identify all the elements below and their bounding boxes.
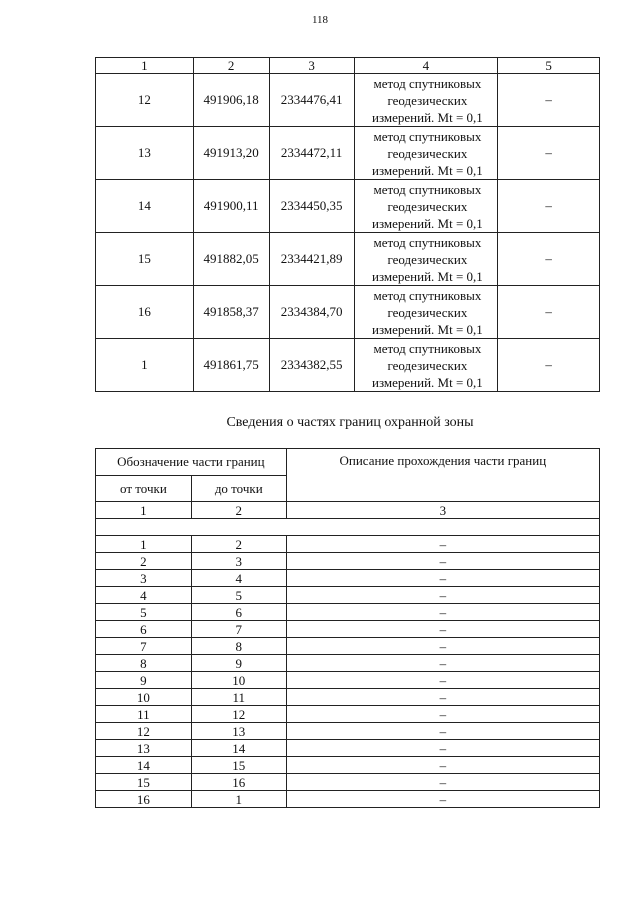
parts-to-cell: 4 xyxy=(191,570,286,587)
parts-from-cell: 10 xyxy=(96,689,192,706)
coord-note-cell: – xyxy=(498,127,600,180)
coord-col-number: 2 xyxy=(193,58,269,74)
coord-note-cell: – xyxy=(498,339,600,392)
parts-header-group: Обозначение части границ xyxy=(96,449,287,476)
parts-to-cell: 10 xyxy=(191,672,286,689)
parts-from-cell: 12 xyxy=(96,723,192,740)
parts-desc-cell: – xyxy=(286,706,599,723)
coord-col-number: 4 xyxy=(354,58,498,74)
coord-point-cell: 13 xyxy=(96,127,194,180)
parts-row xyxy=(96,757,600,774)
coord-col-number: 1 xyxy=(96,58,194,74)
boundary-parts-table xyxy=(95,448,600,808)
coord-x-cell: 491913,20 xyxy=(193,127,269,180)
coord-x-cell: 491861,75 xyxy=(193,339,269,392)
parts-to-cell: 3 xyxy=(191,553,286,570)
coord-method-line: измерений. Mt = 0,1 xyxy=(372,109,483,125)
parts-desc-cell: – xyxy=(286,621,599,638)
coord-point-cell: 15 xyxy=(96,233,194,286)
parts-to-cell: 11 xyxy=(191,689,286,706)
parts-from-cell: 8 xyxy=(96,655,192,672)
parts-row xyxy=(96,655,600,672)
parts-desc-cell: – xyxy=(286,672,599,689)
parts-desc-cell: – xyxy=(286,791,599,808)
coord-method-line: геодезических xyxy=(387,304,468,320)
parts-to-cell: 12 xyxy=(191,706,286,723)
coord-method-line: метод спутниковых xyxy=(373,128,482,144)
parts-from-cell: 1 xyxy=(96,536,192,553)
parts-from-cell: 2 xyxy=(96,553,192,570)
parts-row xyxy=(96,638,600,655)
coord-x-cell: 491900,11 xyxy=(193,180,269,233)
parts-desc-cell: – xyxy=(286,638,599,655)
coord-col-number: 3 xyxy=(269,58,354,74)
coord-method-cell xyxy=(354,286,498,339)
coord-row xyxy=(96,74,600,127)
coord-method-line: геодезических xyxy=(387,92,468,108)
parts-blank-row xyxy=(96,519,600,536)
parts-from-cell: 11 xyxy=(96,706,192,723)
parts-to-cell: 5 xyxy=(191,587,286,604)
parts-blank-cell xyxy=(96,519,600,536)
coord-row xyxy=(96,286,600,339)
parts-from-cell: 15 xyxy=(96,774,192,791)
coord-method-line: измерений. Mt = 0,1 xyxy=(372,215,483,231)
coord-note-cell: – xyxy=(498,180,600,233)
coord-y-cell: 2334421,89 xyxy=(269,233,354,286)
parts-from-cell: 6 xyxy=(96,621,192,638)
coord-method-line: метод спутниковых xyxy=(373,181,482,197)
coord-y-cell: 2334476,41 xyxy=(269,74,354,127)
coord-method-line: геодезических xyxy=(387,198,468,214)
parts-row xyxy=(96,587,600,604)
parts-desc-cell: – xyxy=(286,655,599,672)
parts-to-cell: 2 xyxy=(191,536,286,553)
parts-from-cell: 13 xyxy=(96,740,192,757)
parts-column-numbers-row xyxy=(96,502,600,519)
parts-from-cell: 14 xyxy=(96,757,192,774)
coord-row xyxy=(96,127,600,180)
coord-method-line: метод спутниковых xyxy=(373,287,482,303)
parts-row xyxy=(96,791,600,808)
parts-col-number: 1 xyxy=(96,502,192,519)
parts-header-to: до точки xyxy=(191,476,286,502)
coord-x-cell: 491906,18 xyxy=(193,74,269,127)
coord-method-line: метод спутниковых xyxy=(373,234,482,250)
parts-row xyxy=(96,604,600,621)
coord-point-cell: 16 xyxy=(96,286,194,339)
parts-to-cell: 8 xyxy=(191,638,286,655)
coord-y-cell: 2334472,11 xyxy=(269,127,354,180)
coord-method-cell xyxy=(354,233,498,286)
parts-desc-cell: – xyxy=(286,774,599,791)
section-title: Сведения о частях границ охранной зоны xyxy=(226,415,474,430)
parts-row xyxy=(96,689,600,706)
parts-row xyxy=(96,706,600,723)
parts-desc-cell: – xyxy=(286,757,599,774)
coord-method-line: метод спутниковых xyxy=(373,340,482,356)
coord-point-cell: 12 xyxy=(96,74,194,127)
coord-x-cell: 491858,37 xyxy=(193,286,269,339)
coord-y-cell: 2334450,35 xyxy=(269,180,354,233)
parts-row xyxy=(96,621,600,638)
parts-row xyxy=(96,570,600,587)
parts-to-cell: 16 xyxy=(191,774,286,791)
coord-row xyxy=(96,233,600,286)
coord-row xyxy=(96,339,600,392)
coord-y-cell: 2334382,55 xyxy=(269,339,354,392)
coord-method-line: геодезических xyxy=(387,145,468,161)
coord-method-line: измерений. Mt = 0,1 xyxy=(372,268,483,284)
parts-to-cell: 1 xyxy=(191,791,286,808)
parts-header-row xyxy=(96,449,600,476)
page-number: 118 xyxy=(311,14,329,26)
coord-method-line: геодезических xyxy=(387,357,468,373)
parts-desc-cell: – xyxy=(286,689,599,706)
parts-header-from: от точки xyxy=(96,476,192,502)
coord-method-line: измерений. Mt = 0,1 xyxy=(372,162,483,178)
coord-note-cell: – xyxy=(498,286,600,339)
parts-row xyxy=(96,536,600,553)
coord-method-cell xyxy=(354,339,498,392)
coord-method-line: измерений. Mt = 0,1 xyxy=(372,321,483,337)
parts-desc-cell: – xyxy=(286,553,599,570)
coord-method-line: метод спутниковых xyxy=(373,75,482,91)
parts-to-cell: 14 xyxy=(191,740,286,757)
coord-method-cell xyxy=(354,74,498,127)
parts-desc-cell: – xyxy=(286,723,599,740)
parts-desc-cell: – xyxy=(286,740,599,757)
parts-from-cell: 7 xyxy=(96,638,192,655)
parts-col-number: 3 xyxy=(286,502,599,519)
coord-x-cell: 491882,05 xyxy=(193,233,269,286)
parts-row xyxy=(96,774,600,791)
parts-desc-cell: – xyxy=(286,570,599,587)
coordinates-table xyxy=(95,57,600,392)
parts-to-cell: 6 xyxy=(191,604,286,621)
parts-from-cell: 16 xyxy=(96,791,192,808)
parts-to-cell: 7 xyxy=(191,621,286,638)
parts-col-number: 2 xyxy=(191,502,286,519)
parts-row xyxy=(96,723,600,740)
parts-from-cell: 4 xyxy=(96,587,192,604)
parts-to-cell: 13 xyxy=(191,723,286,740)
parts-desc-cell: – xyxy=(286,536,599,553)
coord-method-cell xyxy=(354,127,498,180)
parts-from-cell: 3 xyxy=(96,570,192,587)
coord-row xyxy=(96,180,600,233)
coord-note-cell: – xyxy=(498,74,600,127)
coord-y-cell: 2334384,70 xyxy=(269,286,354,339)
coord-point-cell: 14 xyxy=(96,180,194,233)
parts-desc-cell: – xyxy=(286,604,599,621)
parts-row xyxy=(96,672,600,689)
coord-point-cell: 1 xyxy=(96,339,194,392)
coord-method-cell xyxy=(354,180,498,233)
parts-to-cell: 9 xyxy=(191,655,286,672)
coord-method-line: геодезических xyxy=(387,251,468,267)
parts-desc-cell: – xyxy=(286,587,599,604)
parts-header-description: Описание прохождения части границ xyxy=(286,449,599,502)
coord-header-row xyxy=(96,58,600,74)
coord-note-cell: – xyxy=(498,233,600,286)
parts-row xyxy=(96,740,600,757)
coord-method-line: измерений. Mt = 0,1 xyxy=(372,374,483,390)
parts-from-cell: 5 xyxy=(96,604,192,621)
parts-to-cell: 15 xyxy=(191,757,286,774)
parts-row xyxy=(96,553,600,570)
coord-col-number: 5 xyxy=(498,58,600,74)
parts-from-cell: 9 xyxy=(96,672,192,689)
